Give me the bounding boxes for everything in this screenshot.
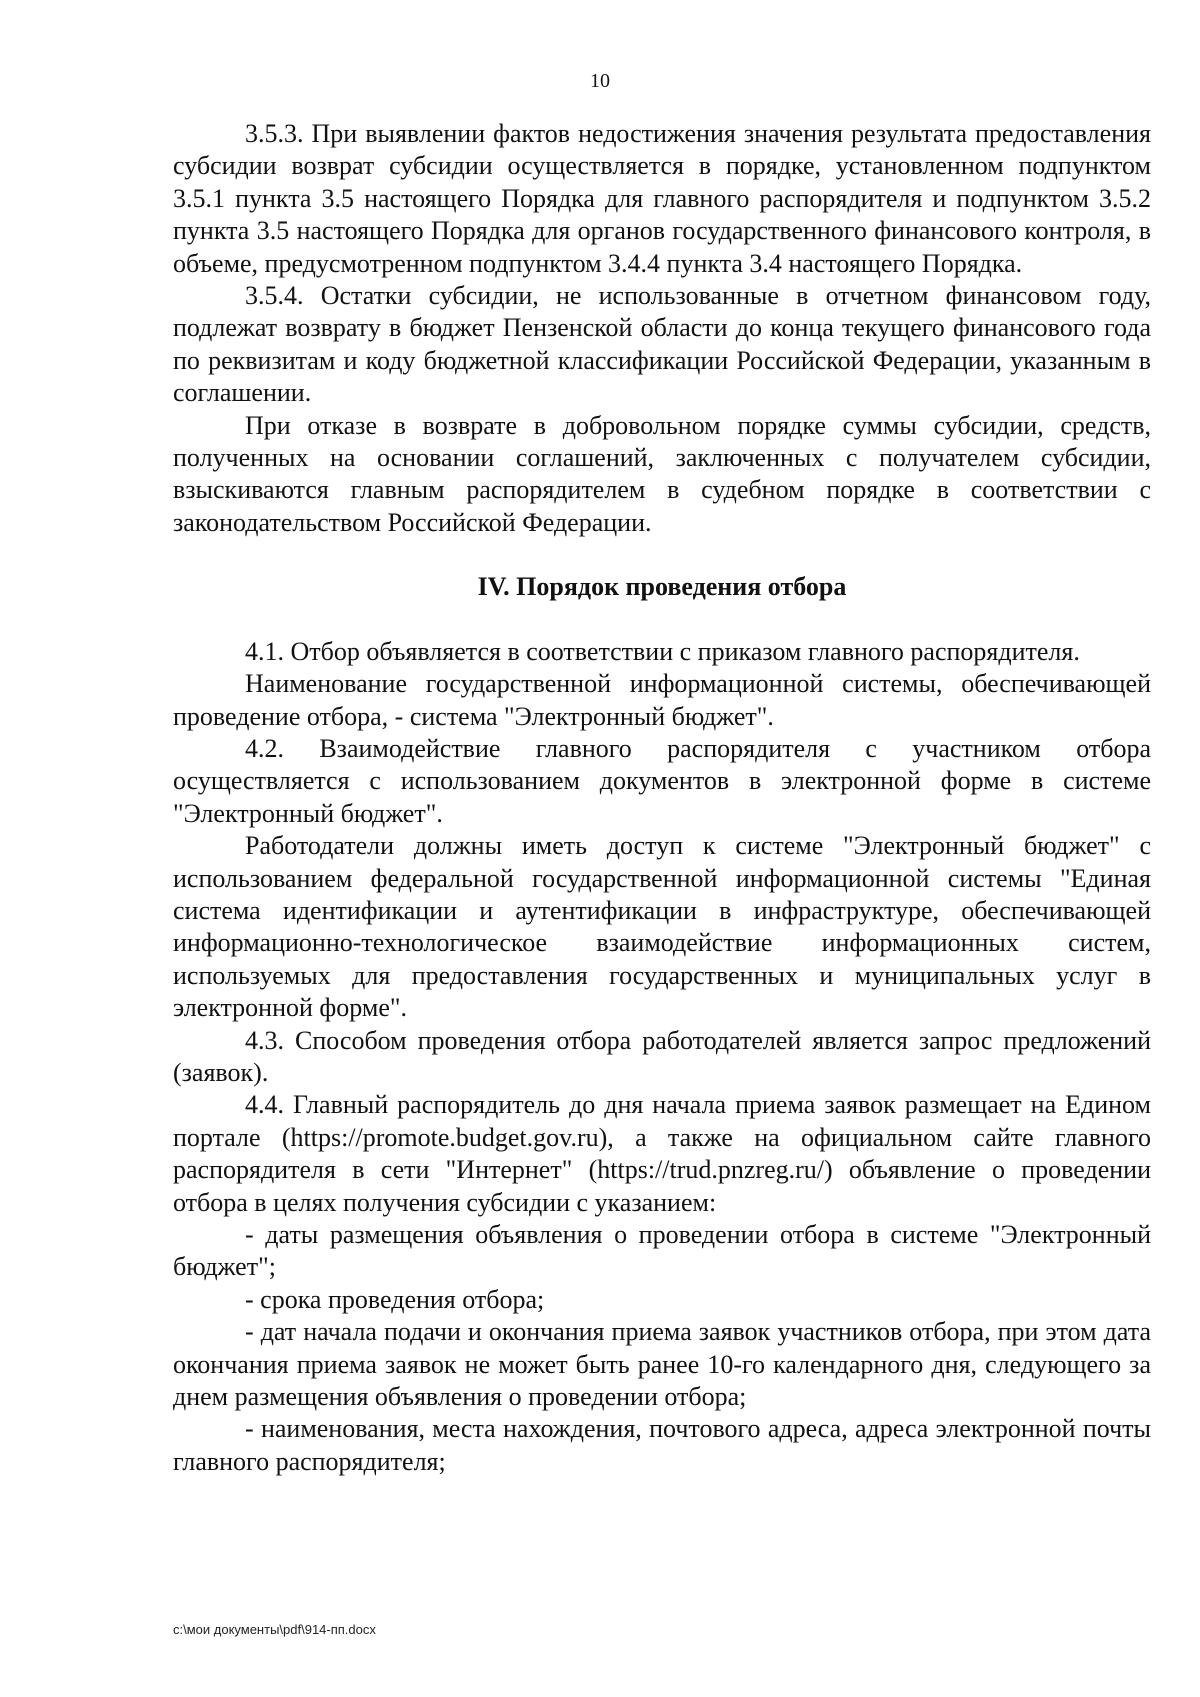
paragraph-employers-access: Работодатели должны иметь доступ к системе "Электронный бюджет" с использованием федеральной государственной информационной системы "Единая система идентификации и аутентификации в инфраструктуре, обеспечивающей информационно-технологическое взаимодействие информационных систем, используемых для предоставления государственных и муниципальных услуг в электронной форме". [173,831,1151,1023]
document-body [173,118,1151,1478]
footer-file-path: c:\мои документы\pdf\914-пп.docx [173,1622,376,1637]
page-number: 10 [590,70,610,92]
list-item-selection-period: - срока проведения отбора; [245,1284,545,1314]
paragraph-4-3: 4.3. Способом проведения отбора работодателей является запрос предложений (заявок). [173,1025,1151,1087]
paragraph-3-5-4: 3.5.4. Остатки субсидии, не использованные в отчетном финансовом году, подлежат возврату в бюджет Пензенской области до конца текущего финансового года по реквизитам и коду бюджетной классификации Российской Федерации, указанным в соглашении. [173,281,1151,408]
paragraph-3-5-3: 3.5.3. При выявлении фактов недостижения значения результата предоставления субсидии возврат субсидии осуществляется в порядке, установленном подпунктом 3.5.1 пункта 3.5 настоящего Порядка для главного распорядителя и подпунктом 3.5.2 пункта 3.5 настоящего Порядка для органов государственного финансового контроля, в объеме, предусмотренном подпунктом 3.4.4 пункта 3.4 настоящего Порядка. [173,119,1151,278]
section-heading: IV. Порядок проведения отбора [477,572,847,602]
paragraph-information-system: Наименование государственной информационной системы, обеспечивающей проведение отбора, - система "Электронный бюджет". [173,669,1151,731]
list-item-publication-date: - даты размещения объявления о проведении отбора в системе "Электронный бюджет"; [173,1220,1151,1282]
list-item-contact-details: - наименования, места нахождения, почтового адреса, адреса электронной почты главного распорядителя; [173,1414,1151,1476]
paragraph-4-2: 4.2. Взаимодействие главного распорядителя с участником отбора осуществляется с использованием документов в электронной форме в системе "Электронный бюджет". [173,733,1151,828]
paragraph-4-4: 4.4. Главный распорядитель до дня начала приема заявок размещает на Едином портале (https://promote.budget.gov.ru), а также на официальном сайте главного распорядителя в сети "Интернет" (https://trud.pnzreg.ru/) объявление о проведении отбора в целях получения субсидии с указанием: [173,1090,1151,1217]
paragraph-4-1: 4.1. Отбор объявляется в соответствии с приказом главного распорядителя. [245,636,1080,666]
paragraph-refusal-return: При отказе в возврате в добровольном порядке суммы субсидии, средств, полученных на основании соглашений, заключенных с получателем субсидии, взыскиваются главным распорядителем в судебном порядке в соответствии с законодательством Российской Федерации. [173,410,1151,537]
list-item-application-dates: - дат начала подачи и окончания приема заявок участников отбора, при этом дата окончания приема заявок не может быть ранее 10-го календарного дня, следующего за днем размещения объявления о проведении отбора; [173,1317,1151,1412]
